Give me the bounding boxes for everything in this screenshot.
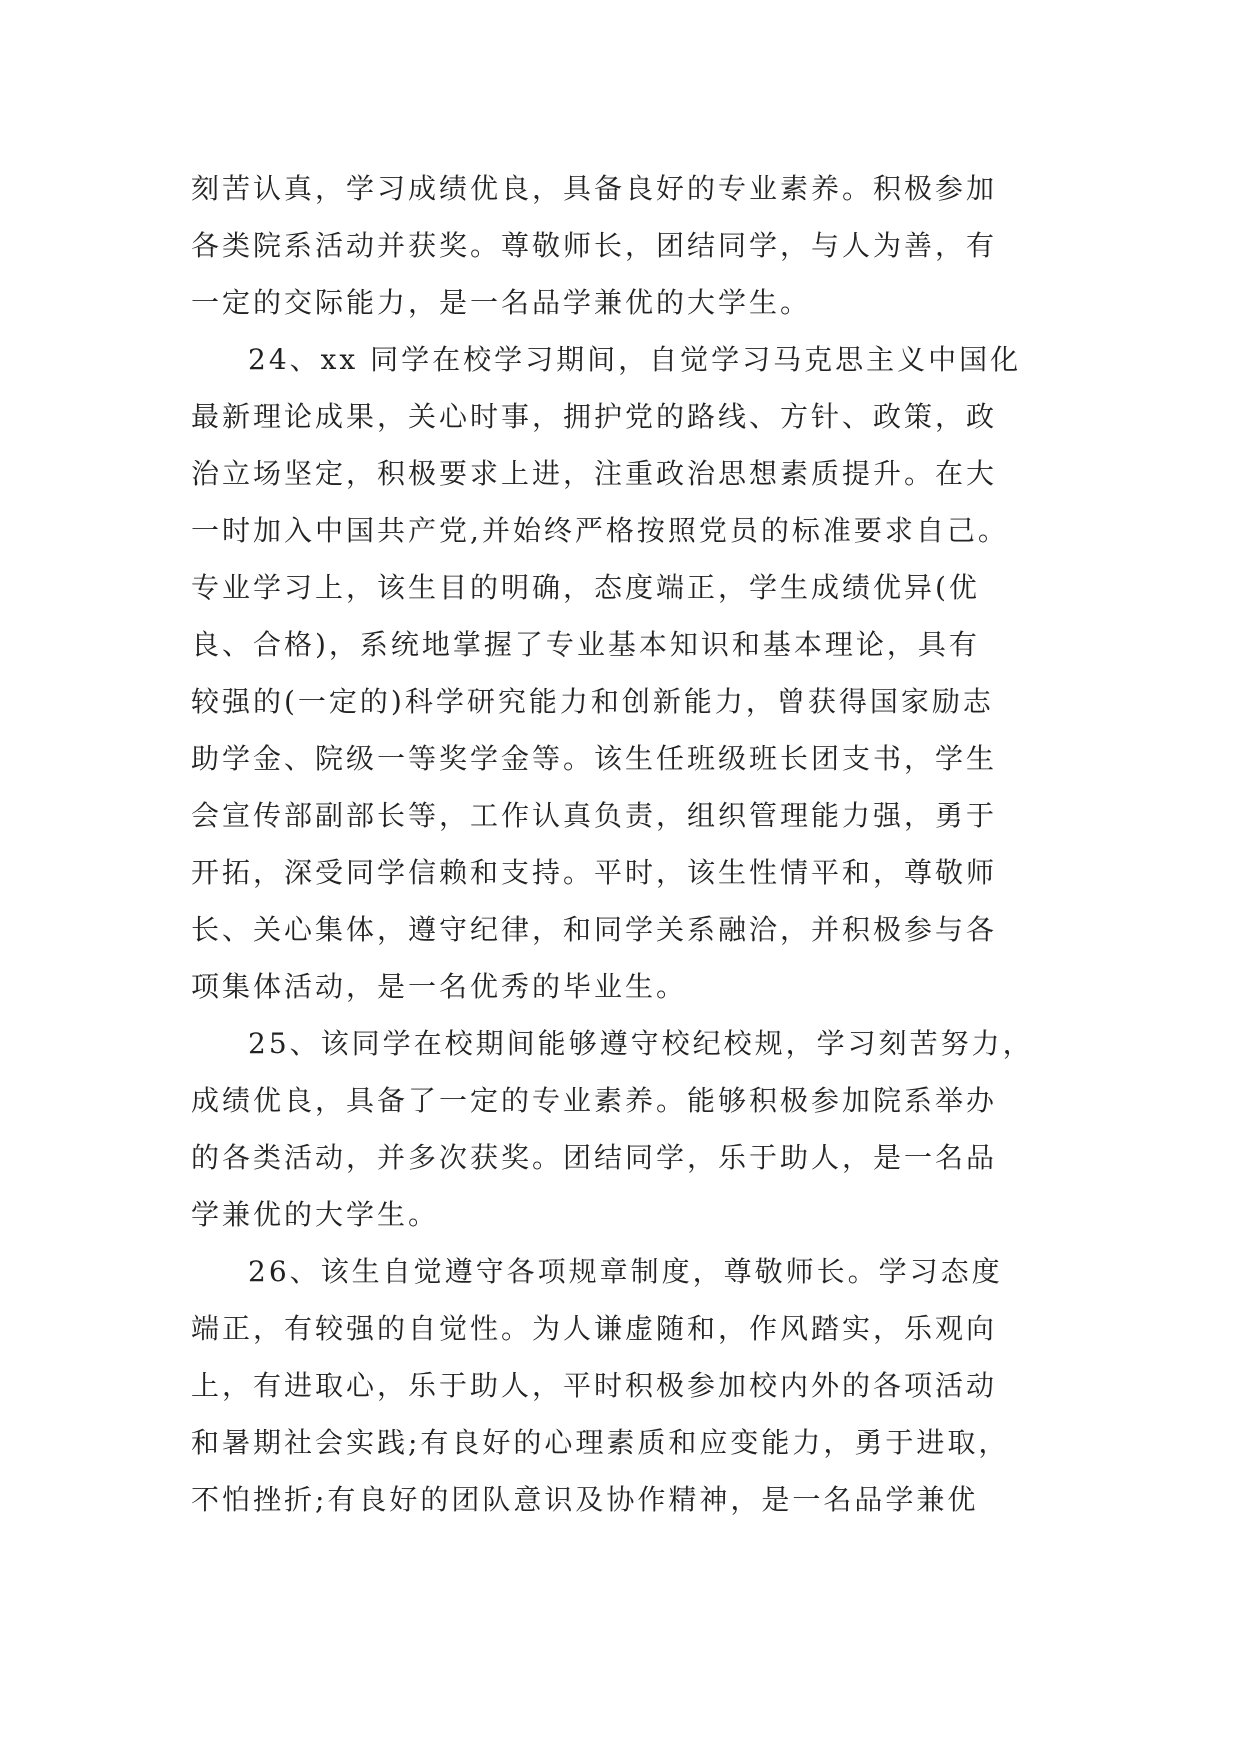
text-line: 不怕挫折;有良好的团队意识及协作精神，是一名品学兼优 xyxy=(191,1483,979,1516)
text-line: 长、关心集体，遵守纪律，和同学关系融洽，并积极参与各 xyxy=(191,913,998,946)
text-line: 端正，有较强的自觉性。为人谦虚随和，作风踏实，乐观向 xyxy=(191,1312,998,1345)
text-line: 开拓，深受同学信赖和支持。平时，该生性情平和，尊敬师 xyxy=(191,856,998,889)
text-line: 刻苦认真，学习成绩优良，具备良好的专业素养。积极参加 xyxy=(191,172,998,205)
text-line: 的各类活动，并多次获奖。团结同学，乐于助人，是一名品 xyxy=(191,1141,998,1174)
text-line: 学兼优的大学生。 xyxy=(191,1198,440,1231)
text-line: 上，有进取心，乐于助人，平时积极参加校内外的各项活动 xyxy=(191,1369,998,1402)
text-line: 一定的交际能力，是一名品学兼优的大学生。 xyxy=(191,286,812,319)
paragraph-25-first-line: 25、该同学在校期间能够遵守校纪校规，学习刻苦努力， xyxy=(248,1027,1034,1060)
text-line: 项集体活动，是一名优秀的毕业生。 xyxy=(191,970,688,1003)
text-line: 良、合格)，系统地掌握了专业基本知识和基本理论，具有 xyxy=(191,628,980,661)
paragraph-24-first-line: 24、xx 同学在校学习期间，自觉学习马克思主义中国化 xyxy=(248,343,1022,376)
paragraph-26-first-line: 26、该生自觉遵守各项规章制度，尊敬师长。学习态度 xyxy=(248,1255,1003,1288)
text-line: 一时加入中国共产党,并始终严格按照党员的标准要求自己。 xyxy=(191,514,1009,547)
text-line: 专业学习上，该生目的明确，态度端正，学生成绩优异(优 xyxy=(191,571,980,604)
text-line: 和暑期社会实践;有良好的心理素质和应变能力，勇于进取， xyxy=(191,1426,1010,1459)
text-line: 成绩优良，具备了一定的专业素养。能够积极参加院系举办 xyxy=(191,1084,998,1117)
text-line: 助学金、院级一等奖学金等。该生任班级班长团支书，学生 xyxy=(191,742,998,775)
text-line: 最新理论成果，关心时事，拥护党的路线、方针、政策，政 xyxy=(191,400,998,433)
text-line: 治立场坚定，积极要求上进，注重政治思想素质提升。在大 xyxy=(191,457,998,490)
text-line: 各类院系活动并获奖。尊敬师长，团结同学，与人为善，有 xyxy=(191,229,998,262)
text-line: 较强的(一定的)科学研究能力和创新能力，曾获得国家励志 xyxy=(191,685,994,718)
text-line: 会宣传部副部长等，工作认真负责，组织管理能力强，勇于 xyxy=(191,799,998,832)
body-text xyxy=(191,160,1051,1528)
